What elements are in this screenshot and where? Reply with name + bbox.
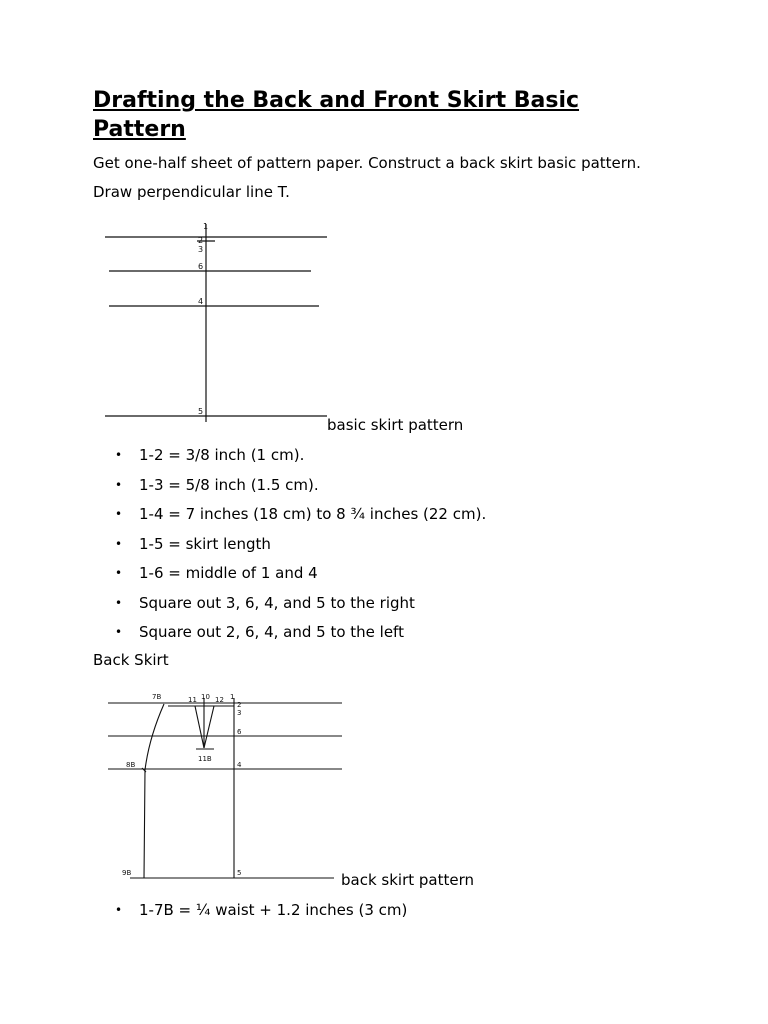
fig2-label-3: 3 [237,709,242,717]
back-step-list [93,901,407,931]
instruction-paragraph: Draw perpendicular line T. [93,183,290,201]
list-item: • Square out 2, 6, 4, and 5 to the left [93,623,486,653]
step-list [93,446,486,653]
fig2-label-11b: 11B [198,755,212,763]
fig2-label-2: 2 [237,701,242,709]
fig1-label-5: 5 [198,407,204,416]
back-skirt-heading: Back Skirt [93,651,169,669]
list-item: • Square out 3, 6, 4, and 5 to the right [93,594,486,624]
back-skirt-figure [106,688,346,884]
side-seam [144,704,164,878]
list-item: • 1-3 = 5/8 inch (1.5 cm). [93,476,486,506]
fig1-label-3: 3 [198,245,204,254]
figure1-caption: basic skirt pattern [327,416,464,434]
fig2-label-6: 6 [237,728,242,736]
fig2-label-9b: 9B [122,869,132,877]
dart-left-leg [195,706,204,748]
figure2-caption: back skirt pattern [341,871,475,889]
list-item: • 1-6 = middle of 1 and 4 [93,564,486,594]
fig2-label-10: 10 [201,693,210,701]
list-item: • 1-2 = 3/8 inch (1 cm). [93,446,486,476]
fig2-label-5: 5 [237,869,242,877]
fig2-label-12: 12 [215,696,224,704]
fig1-label-2: 2 [198,236,204,245]
basic-skirt-figure [101,218,337,424]
fig2-label-8b: 8B [126,761,136,769]
intro-paragraph: Get one-half sheet of pattern paper. Construct a back skirt basic pattern. [93,154,641,172]
list-item: • 1-4 = 7 inches (18 cm) to 8 ¾ inches (22 cm). [93,505,486,535]
page-title: Drafting the Back and Front Skirt Basic Pattern [93,88,580,142]
fig2-label-1: 1 [230,693,235,701]
fig1-label-6: 6 [198,262,204,271]
fig1-label-1: 1 [203,222,209,231]
dart-right-leg [204,706,214,748]
list-item: • 1-7B = ¼ waist + 1.2 inches (3 cm) [93,901,407,931]
fig2-label-11: 11 [188,696,197,704]
fig2-label-7b: 7B [152,693,162,701]
list-item: • 1-5 = skirt length [93,535,486,565]
fig1-label-4: 4 [198,297,204,306]
fig2-label-4: 4 [237,761,242,769]
